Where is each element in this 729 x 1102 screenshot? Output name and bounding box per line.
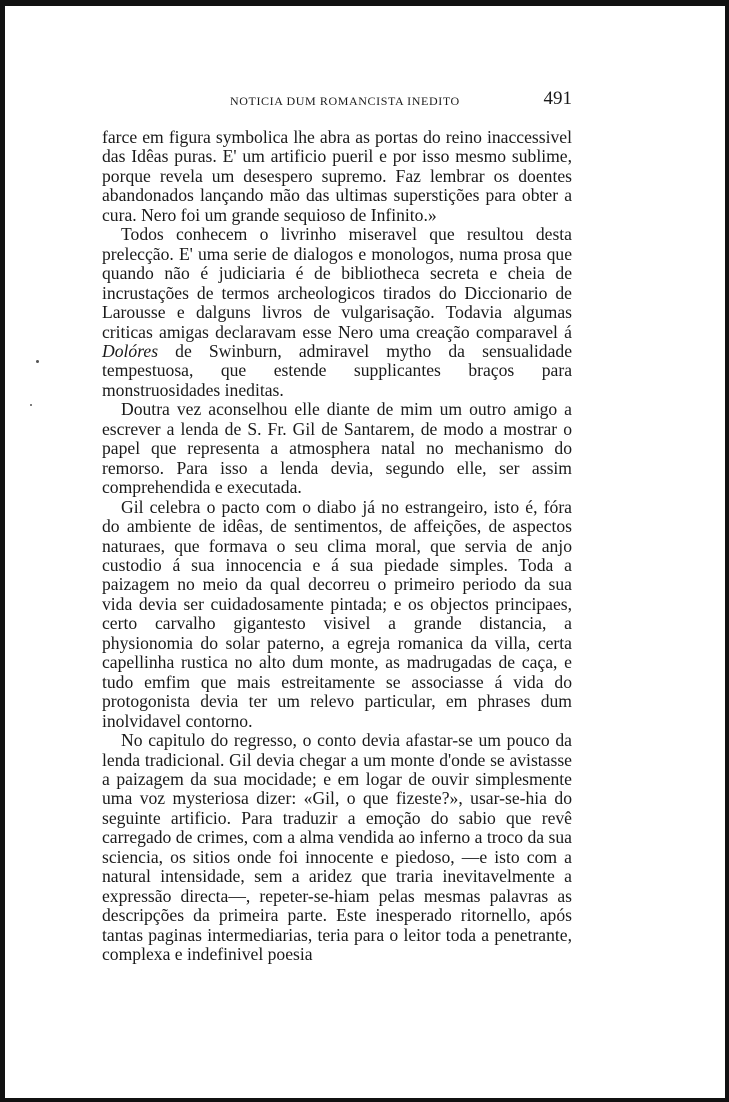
scan-border-bottom xyxy=(0,1098,729,1102)
running-head: NOTICIA DUM ROMANCISTA INEDITO xyxy=(230,94,460,108)
paragraph xyxy=(102,225,572,400)
scan-speck xyxy=(30,404,32,406)
paragraph: Doutra vez aconselhou elle diante de mim um outro amigo a escrever a lenda de S. Fr. Gil de Santarem, de modo a mostrar o papel que representa a atmosphera natal no mechanismo do remorso. Para isso a lenda devia, segundo elle, ser assim comprehendida e executada. xyxy=(102,399,572,498)
body-text xyxy=(102,128,572,964)
paragraph-text: Todos conhecem o livrinho miseravel que resultou desta prelecção. E' uma serie de dialogos e monologos, numa prosa que quando não é judiciaria é de bibliotheca secreta e cheia de incrustações de termos archeologicos tirados do Diccionario de Larousse e dalguns livros de vulgarisação. Todavia algumas criticas amigas declaravam esse Nero uma creação comparavel á xyxy=(102,224,572,342)
scan-speck xyxy=(36,360,39,363)
page-number: 491 xyxy=(543,88,572,109)
paragraph: No capitulo do regresso, o conto devia afastar-se um pouco da lenda tradicional. Gil devia chegar a um monte d'onde se avistasse a paizagem da sua mocidade; e em logar de ouvir simplesmente uma voz mysteriosa dizer: «Gil, o que fizeste?», usar-se-hia do seguinte artificio. Para traduzir a emoção do sabio que revê carregado de crimes, com a alma vendida ao inferno a troco da sua sciencia, os sitios onde foi innocente e piedoso, —e isto com a natural intensidade, sem a aridez que traria inevitavelmente a expressão directa—, repeter-se-hiam pelas mesmas palavras as descripções da primeira parte. Este inesperado ritornello, após tantas paginas intermediarias, teria para o leitor toda a penetrante, complexa e indefinivel poesia xyxy=(102,730,572,965)
paragraph-text: de Swinburn, admiravel mytho da sensualidade tempestuosa, que estende supplicantes braços para monstruosidades ineditas. xyxy=(102,340,572,400)
scan-border-right xyxy=(725,0,729,1102)
paragraph: farce em figura symbolica lhe abra as portas do reino inaccessivel das Idêas puras. E' um artificio pueril e por isso mesmo sublime, porque revela um desespero supremo. Faz lembrar os doentes abandonados lançando mão das ultimas superstições para obter a cura. Nero foi um grande sequioso de Infinito.» xyxy=(102,127,572,225)
italic-title: Dolóres xyxy=(102,340,159,361)
scan-border-top xyxy=(0,0,729,6)
scan-border-left xyxy=(0,0,5,1102)
paragraph: Gil celebra o pacto com o diabo já no estrangeiro, isto é, fóra do ambiente de idêas, de sentimentos, de affeições, de aspectos naturaes, que formava o seu clima moral, que servia de anjo custodio á sua innocencia e á sua piedade simples. Toda a paizagem no meio da qual decorreu o primeiro periodo da sua vida devia ser cuidadosamente pintada; e os objectos principaes, certo carvalho gigantesto visivel a grande distancia, a physionomia do solar paterno, a egreja romanica da villa, certa capellinha rustica no alto dum monte, as madrugadas de caça, e tudo emfim que mais estreitamente se associasse á vida do protogonista devia ter um relevo particular, em phrases dum inolvidavel contorno. xyxy=(102,496,572,731)
page-header xyxy=(102,88,572,114)
